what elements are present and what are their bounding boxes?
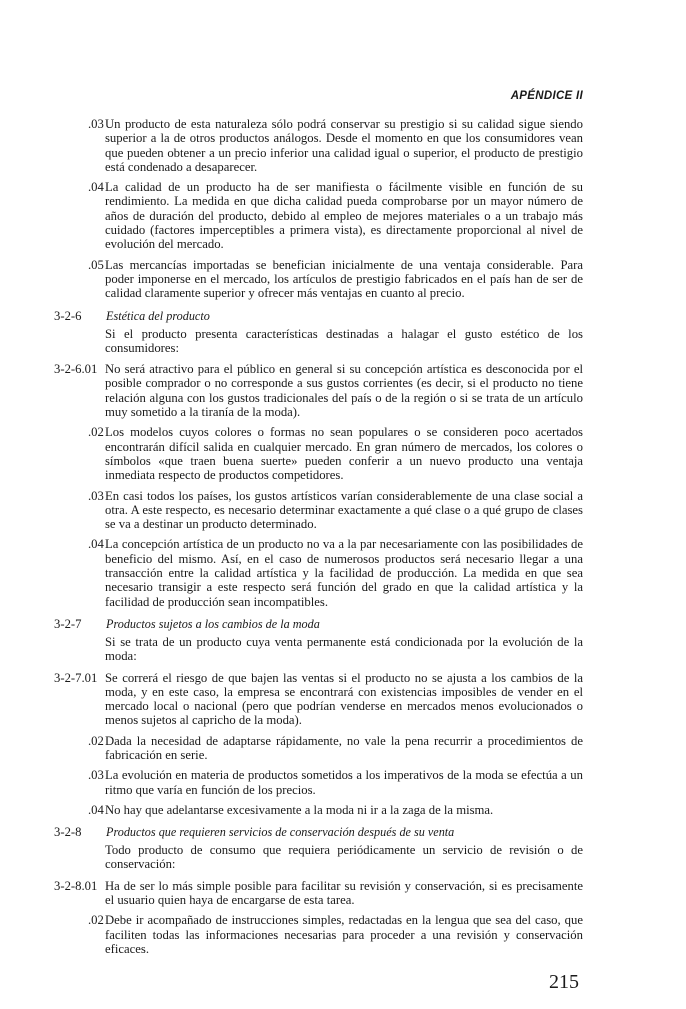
paragraph-number: .03 xyxy=(88,117,104,131)
paragraph-text: La concepción artística de un producto no va a la par necesariamente con las posibilidades de beneficio del mismo. Así, en el caso de numerosos productos será necesario llegar a una transacción entre la calidad artística y la facilidad de producción. La medida en que sea necesario transigir a este respecto será función del grado en que la calidad artística y la facilidad de producción sean incompatibles. xyxy=(105,537,583,609)
paragraph-number: 3-2-8 xyxy=(54,825,82,840)
intro-paragraph xyxy=(0,635,686,664)
numbered-paragraph xyxy=(0,537,686,608)
numbered-paragraph xyxy=(0,803,686,817)
paragraph-number: .02 xyxy=(88,913,104,928)
paragraph-text: Se correrá el riesgo de que bajen las ventas si el producto no se ajusta a los cambios de la moda, y en este caso, la empresa se encontrará con existencias imposibles de vender en el mercado local o nacional (pero que podrían venderse en mercados menos evolucionados o menos sujetos al capricho de la moda). xyxy=(105,670,583,728)
paragraph-text: Un producto de esta naturaleza sólo podrá conservar su prestigio si su calidad sigue siendo superior a la de otros productos análogos. Desde el momento en que los consumidores vean que pueden obtener a un precio inferior una calidad igual o superior, el producto de prestigio está condenado a desaparecer. xyxy=(105,117,583,174)
section-heading xyxy=(0,309,686,324)
paragraph-number: 3-2-8.01 xyxy=(54,878,98,893)
numbered-paragraph xyxy=(0,489,686,532)
numbered-paragraph xyxy=(0,362,686,419)
paragraph-text: Ha de ser lo más simple posible para facilitar su revisión y conservación, si es precisamente el usuario quien haya de encargarse de esta tarea. xyxy=(105,878,583,908)
paragraph-number: .04 xyxy=(88,802,104,817)
intro-paragraph xyxy=(0,843,686,872)
paragraph-number: .02 xyxy=(88,425,104,440)
numbered-paragraph xyxy=(0,734,686,763)
paragraph-text: Los modelos cuyos colores o formas no sean populares o se consideren poco acertados encontrarán difícil salida en cualquier mercado. En gran número de mercados, los colores o símbolos «que traen buena suerte» pueden conferir a un nuevo producto una ventaja inmediata respecto de productos competidores. xyxy=(105,425,583,483)
section-heading xyxy=(0,825,686,840)
page-number: 215 xyxy=(549,971,579,994)
paragraph-text: La evolución en materia de productos sometidos a los imperativos de la moda se efectúa a un ritmo que varía en función de los precios. xyxy=(105,768,583,797)
numbered-paragraph xyxy=(0,425,686,482)
paragraph-number: 3-2-7 xyxy=(54,616,82,631)
paragraph-text: Si se trata de un producto cuya venta permanente está condicionada por la evolución de la moda: xyxy=(105,634,583,664)
numbered-paragraph xyxy=(0,671,686,728)
paragraph-text: Debe ir acompañado de instrucciones simples, redactadas en la lengua que sea del caso, que faciliten todas las informaciones necesarias para proceder a una revisión y conservación eficaces. xyxy=(105,913,583,956)
paragraph-text: La calidad de un producto ha de ser manifiesta o fácilmente visible en función de su rendimiento. La medida en que dicha calidad pueda comprobarse por un mayor número de años de duración del producto, debido al empleo de mejores materiales o a un trabajo más cuidado (factores imperceptibles a primera vista), es directamente proporcional al nivel de evolución del mercado. xyxy=(105,180,583,252)
paragraph-number: .04 xyxy=(88,180,104,195)
paragraph-number: .03 xyxy=(88,488,104,503)
section-title: Productos que requieren servicios de conservación después de su venta xyxy=(106,825,455,840)
paragraph-number: 3-2-6 xyxy=(54,308,82,323)
paragraph-number: 3-2-7.01 xyxy=(54,670,98,685)
paragraph-number: .02 xyxy=(88,733,104,748)
paragraph-number: 3-2-6.01 xyxy=(54,362,98,377)
paragraph-text: Dada la necesidad de adaptarse rápidamente, no vale la pena recurrir a procedimientos de fabricación en serie. xyxy=(105,733,583,762)
paragraph-text: No hay que adelantarse excesivamente a la moda ni ir a la zaga de la misma. xyxy=(105,802,494,817)
paragraph-number: .03 xyxy=(88,768,104,783)
section-heading xyxy=(0,617,686,632)
paragraph-text: Las mercancías importadas se benefician inicialmente de una ventaja considerable. Para poder imponerse en el mercado, los artículos de prestigio fabricados en el país han de ser de calidad claramente superior y ofrecer más ventajas en cuanto al precio. xyxy=(105,257,583,301)
running-header: APÉNDICE II xyxy=(510,90,583,102)
paragraph-text: Si el producto presenta características destinadas a halagar el gusto estético de los consumidores: xyxy=(105,326,583,355)
paragraph-text: En casi todos los países, los gustos artísticos varían considerablemente de una clase social a otra. A este respecto, es necesario determinar exactamente a qué clase o a qué grupo de clases se va a destinar un producto determinado. xyxy=(105,488,583,532)
section-title: Estética del producto xyxy=(106,308,210,323)
intro-paragraph xyxy=(0,327,686,356)
paragraph-text: Todo producto de consumo que requiera periódicamente un servicio de revisión o de conservación: xyxy=(105,843,583,872)
numbered-paragraph xyxy=(0,913,686,956)
paragraph-text: No será atractivo para el público en general si su concepción artística es desconocida por el posible comprador o no corresponde a sus gustos corrientes (es decir, si el producto no tiene relación alguna con los gustos tradicionales del país o de la región o si se trata de un artículo muy sometido a la tiranía de la moda). xyxy=(105,362,583,420)
paragraph-number: .04 xyxy=(88,537,104,552)
numbered-paragraph xyxy=(0,180,686,251)
numbered-paragraph xyxy=(0,768,686,797)
paragraph-number: .05 xyxy=(88,257,104,272)
numbered-paragraph xyxy=(0,879,686,908)
section-title: Productos sujetos a los cambios de la moda xyxy=(106,616,320,631)
numbered-paragraph xyxy=(0,117,686,174)
numbered-paragraph xyxy=(0,258,686,301)
